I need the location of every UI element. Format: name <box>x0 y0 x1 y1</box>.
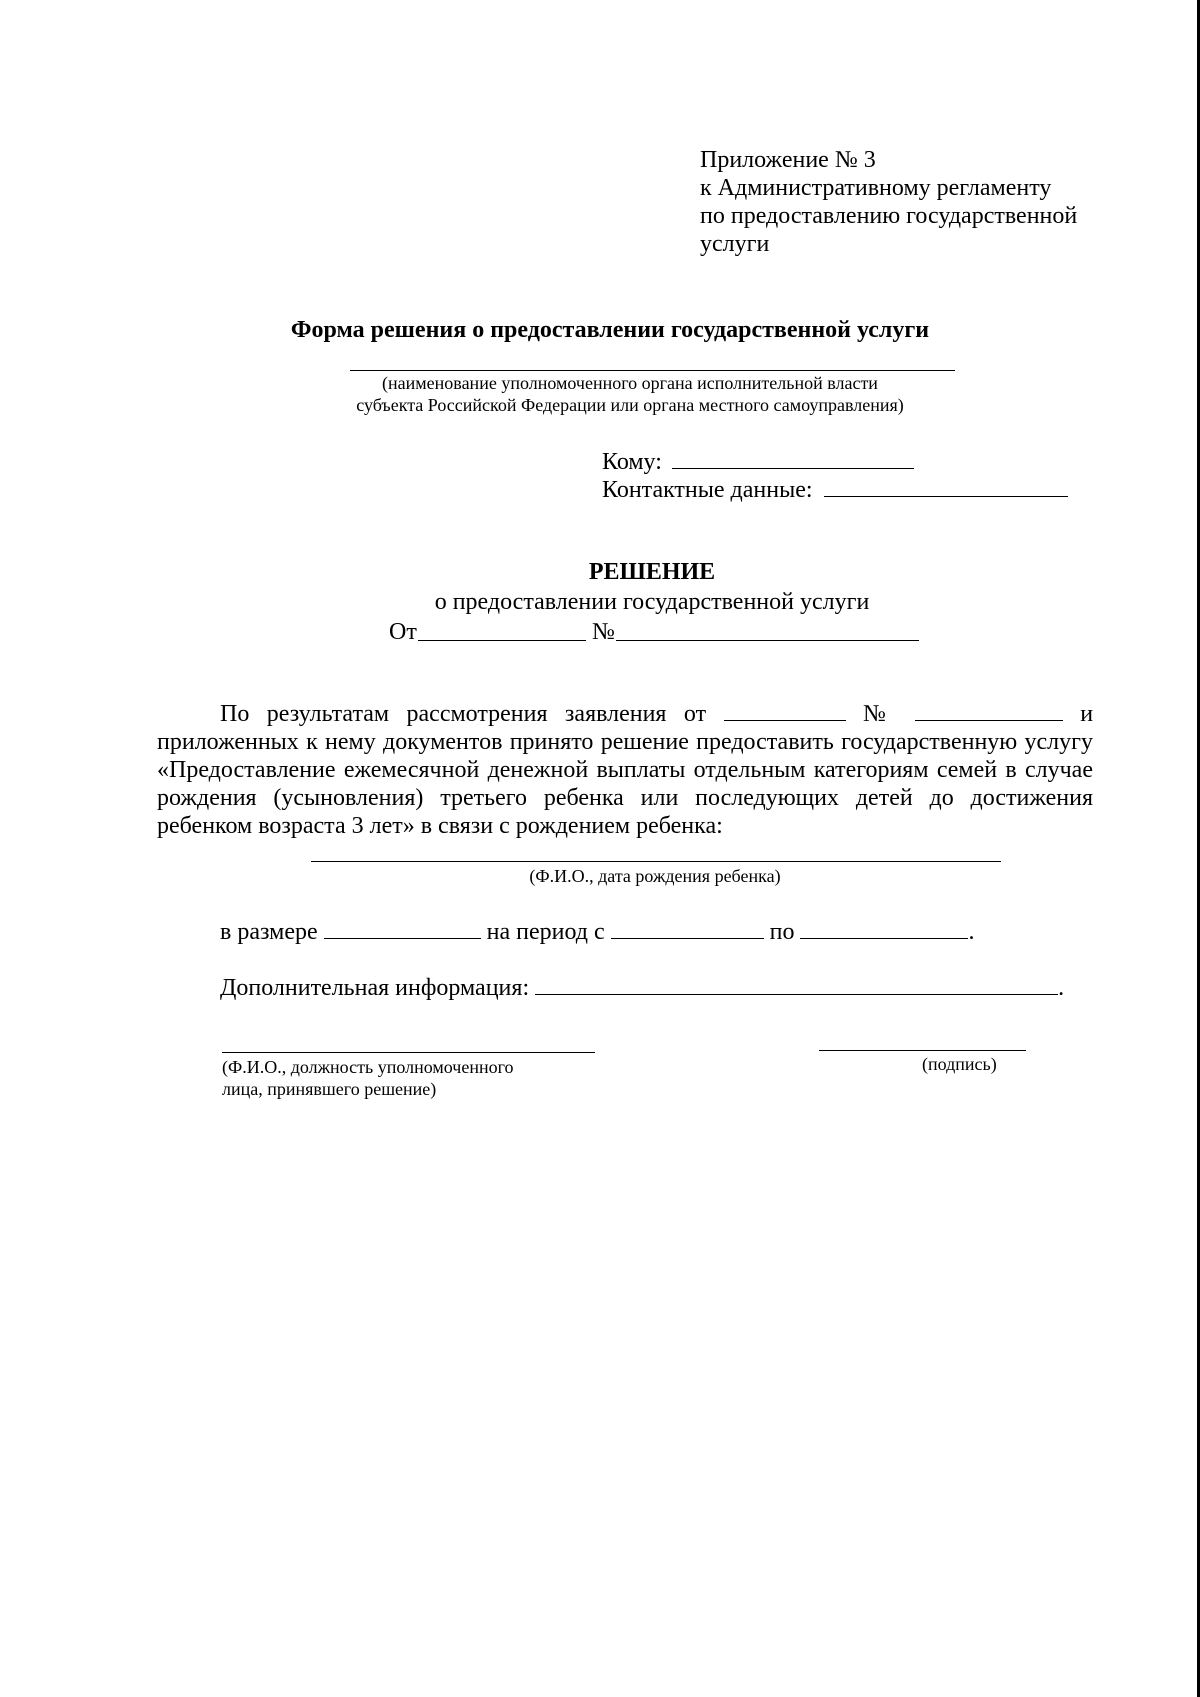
decision-subheading: о предоставлении государственной услуги <box>434 589 870 615</box>
decision-body <box>157 700 1093 840</box>
body-line-1-number: № <box>862 701 898 727</box>
appendix-line-2: к Административному регламенту <box>700 175 1052 201</box>
additional-info-end-dot: . <box>1058 975 1065 1001</box>
appendix-line-3: по предоставлению государственной <box>700 203 1078 229</box>
official-caption <box>222 1056 622 1100</box>
authority-caption-line-1: (наименование уполномоченного органа исполнительной власти <box>382 373 878 393</box>
body-line-1-start: По результатам рассмотрения заявления от <box>220 701 707 727</box>
body-line-4: рождения (усыновления) третьего ребенка или последующих детей до достижения <box>157 785 1093 811</box>
amount-size-label: в размере <box>220 919 318 945</box>
official-caption-line-2: лица, принявшего решение) <box>222 1079 437 1099</box>
form-title: Форма решения о предоставлении государственной услуги <box>290 317 930 343</box>
body-line-1-end: и <box>1080 701 1094 727</box>
application-date-field[interactable] <box>724 700 846 721</box>
period-end-field[interactable] <box>800 918 968 939</box>
body-line-3: «Предоставление ежемесячной денежной выплаты отдельным категориям семей в случае <box>157 757 1093 783</box>
amount-size-field[interactable] <box>324 918 481 939</box>
body-line-1 <box>157 700 1093 728</box>
body-line-2: приложенных к нему документов принято решение предоставить государственную услугу <box>157 729 1093 755</box>
recipient-contacts-label: Контактные данные: <box>602 477 813 503</box>
official-name-line[interactable] <box>222 1052 595 1053</box>
recipient-contacts-field[interactable] <box>824 496 1068 497</box>
child-caption: (Ф.И.О., дата рождения ребенка) <box>529 866 781 886</box>
period-start-field[interactable] <box>611 918 764 939</box>
signature-caption: (подпись) <box>922 1054 997 1074</box>
appendix-block <box>700 146 1120 258</box>
appendix-line-4: услуги <box>700 231 770 257</box>
additional-info-field[interactable] <box>535 974 1058 995</box>
recipient-to-field[interactable] <box>672 468 914 469</box>
amount-to-label: по <box>769 919 795 945</box>
authority-caption <box>300 372 960 416</box>
amount-period-label: на период с <box>486 919 605 945</box>
decision-number-label: № <box>592 619 615 645</box>
decision-date-field[interactable] <box>418 640 586 641</box>
decision-heading: РЕШЕНИЕ <box>588 559 716 585</box>
child-info-line[interactable] <box>311 861 1001 862</box>
authority-name-line[interactable] <box>350 370 955 371</box>
amount-line <box>220 918 974 946</box>
decision-from-label: От <box>389 619 417 645</box>
application-number-field[interactable] <box>915 700 1063 721</box>
appendix-line-1: Приложение № 3 <box>700 147 876 173</box>
signature-line[interactable] <box>819 1050 1026 1051</box>
decision-number-field[interactable] <box>616 640 919 641</box>
additional-info-label: Дополнительная информация: <box>220 975 530 1001</box>
additional-info-line <box>220 974 1064 1002</box>
official-caption-line-1: (Ф.И.О., должность уполномоченного <box>222 1057 514 1077</box>
body-line-5: ребенком возраста 3 лет» в связи с рождением ребенка: <box>157 813 723 839</box>
recipient-to-label: Кому: <box>602 449 662 475</box>
authority-caption-line-2: субъекта Российской Федерации или органа местного самоуправления) <box>356 395 904 415</box>
amount-end-dot: . <box>968 919 975 945</box>
